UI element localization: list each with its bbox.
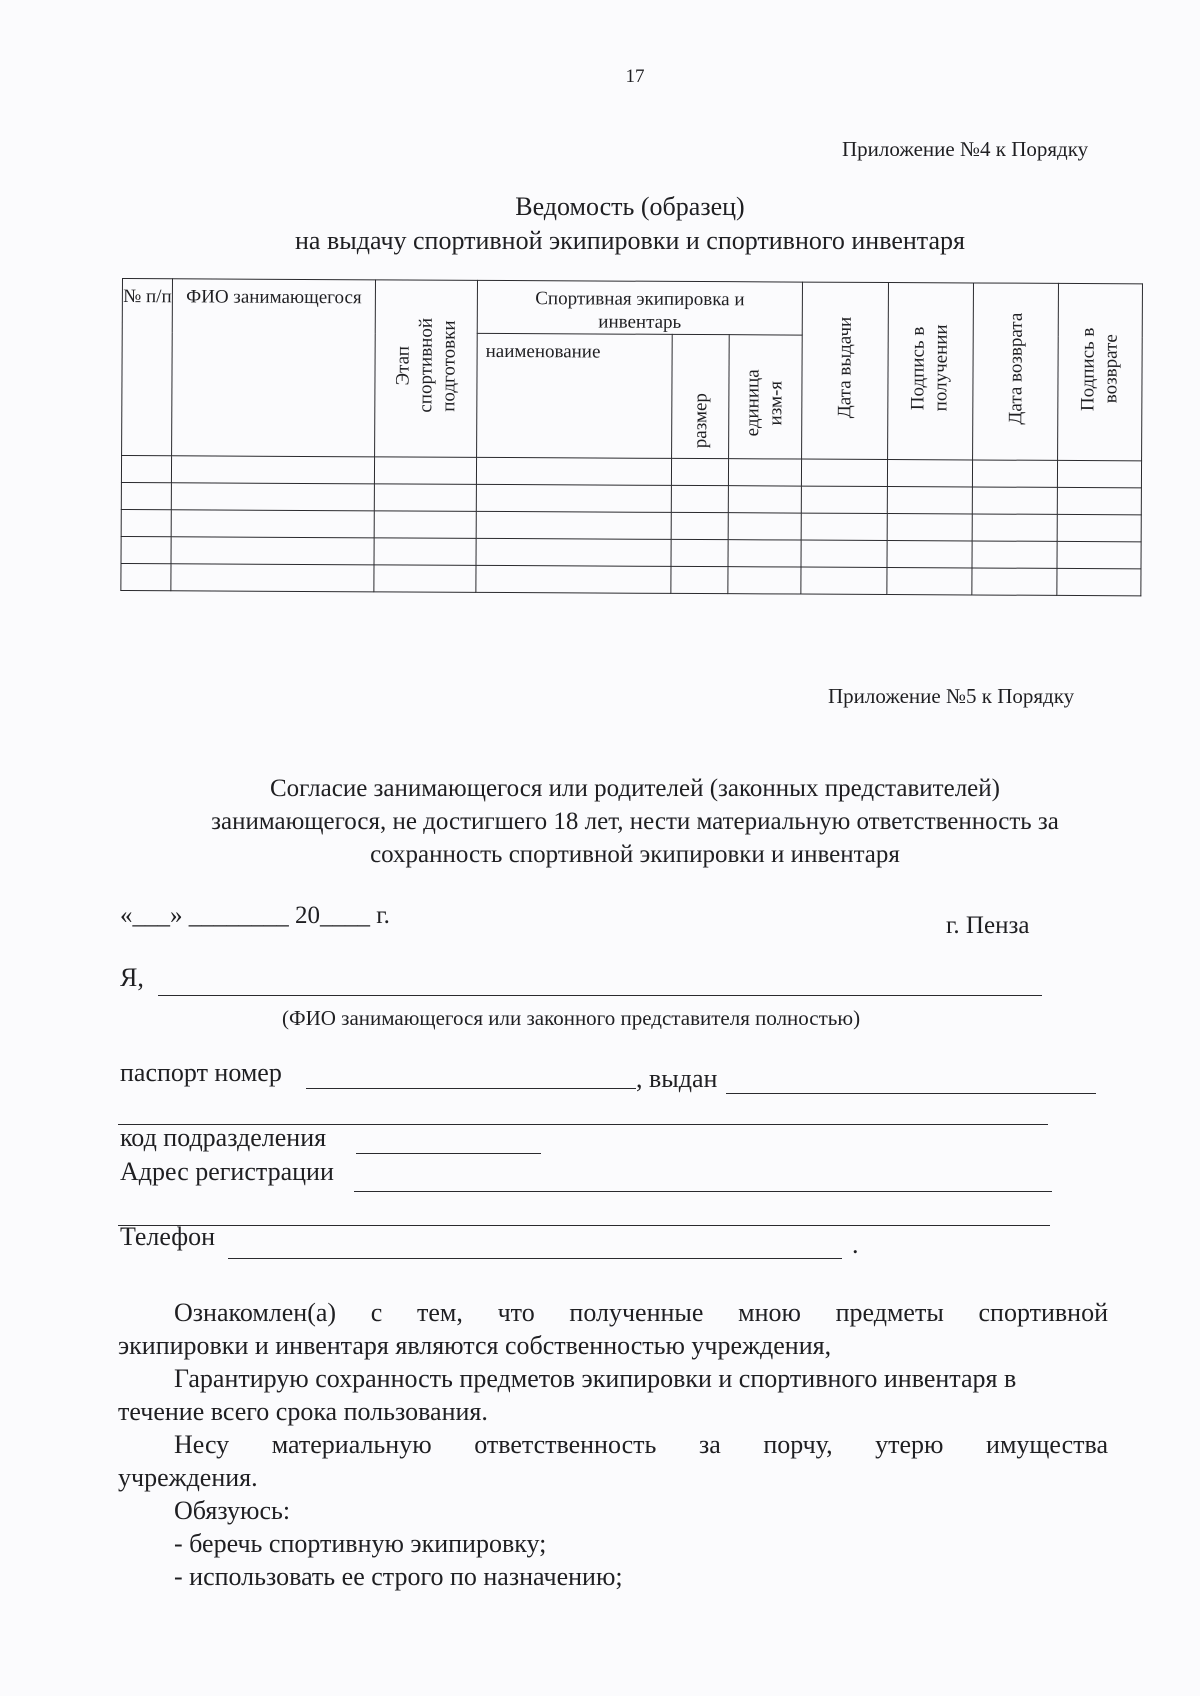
table-cell[interactable] <box>801 513 887 540</box>
paragraph3-line1: Несу материальную ответственность за порчу, утерю имущества <box>174 1430 1108 1459</box>
table-cell[interactable] <box>476 484 671 512</box>
consent-body <box>118 1296 1108 1593</box>
division-code-line[interactable] <box>356 1153 541 1154</box>
header-stage <box>375 280 478 458</box>
header-name: наименование <box>477 333 673 458</box>
paragraph3-line2: учреждения. <box>118 1463 258 1492</box>
table-cell[interactable] <box>121 482 171 509</box>
header-sign-return <box>1058 283 1143 460</box>
table-cell[interactable] <box>121 536 171 563</box>
ya-label: Я, <box>120 963 144 992</box>
fio-line[interactable] <box>158 995 1042 996</box>
header-issue-date-text: Дата выдачи <box>834 317 856 419</box>
table-cell[interactable] <box>801 567 887 594</box>
table-cell[interactable] <box>171 483 374 511</box>
table-cell[interactable] <box>171 564 374 592</box>
passport-number-line[interactable] <box>306 1088 636 1089</box>
header-sign-return-text: Подпись в возврате <box>1076 327 1122 411</box>
table-cell[interactable] <box>1057 460 1141 487</box>
table-cell[interactable] <box>671 539 728 566</box>
table-cell[interactable] <box>1057 514 1141 541</box>
header-return-date <box>973 283 1059 460</box>
header-unit <box>729 335 803 459</box>
table-cell[interactable] <box>1057 541 1141 568</box>
header-return-date-text: Дата возврата <box>1004 312 1027 425</box>
vedomost-title-line1: Ведомость (образец) <box>515 192 745 221</box>
appendix-4-label: Приложение №4 к Порядку <box>842 137 1089 161</box>
table-cell[interactable] <box>374 457 476 485</box>
table-cell[interactable] <box>121 563 171 590</box>
header-size-text: размер <box>689 392 711 449</box>
table-cell[interactable] <box>121 509 171 536</box>
table-cell[interactable] <box>671 566 728 593</box>
phone-label: Телефон <box>120 1222 216 1251</box>
table-cell[interactable] <box>887 568 972 595</box>
table-row <box>121 563 1141 595</box>
table-cell[interactable] <box>972 487 1057 514</box>
table-cell[interactable] <box>801 540 887 567</box>
paragraph2-line1: Гарантирую сохранность предметов экипировки и спортивного инвентаря в <box>174 1364 1017 1393</box>
table-cell[interactable] <box>476 511 671 539</box>
address-continuation-line[interactable] <box>118 1225 1050 1226</box>
table-cell[interactable] <box>671 458 728 485</box>
table-cell[interactable] <box>476 538 671 566</box>
header-sign-receive-text: Подпись в получении <box>907 324 952 412</box>
phone-line[interactable] <box>228 1258 842 1259</box>
table-cell[interactable] <box>801 459 887 486</box>
table-cell[interactable] <box>1057 568 1141 595</box>
address-label: Адрес регистрации <box>120 1157 334 1186</box>
address-line[interactable] <box>354 1191 1052 1192</box>
vedomost-title <box>0 190 1200 258</box>
table-cell[interactable] <box>374 538 476 566</box>
appendix-5-label: Приложение №5 к Порядку <box>828 684 1075 708</box>
obligation-item-2: - использовать ее строго по назначению; <box>174 1562 623 1591</box>
table-cell[interactable] <box>171 537 374 565</box>
paragraph2-line2: течение всего срока пользования. <box>118 1397 488 1426</box>
table-cell[interactable] <box>728 540 801 567</box>
obligation-heading: Обязуюсь: <box>174 1496 291 1525</box>
page-number: 17 <box>625 66 645 87</box>
header-size <box>672 334 730 458</box>
header-unit-text: единица изм-я <box>742 369 787 437</box>
header-fio: ФИО занимающегося <box>172 279 376 457</box>
table-cell[interactable] <box>972 460 1057 487</box>
table-cell[interactable] <box>887 514 972 541</box>
table-cell[interactable] <box>374 511 476 539</box>
table-cell[interactable] <box>728 513 801 540</box>
header-equipment-group: Спортивная экипировка и инвентарь <box>477 280 802 335</box>
table-cell[interactable] <box>1057 487 1141 514</box>
passport-label: паспорт номер <box>120 1058 282 1087</box>
table-cell[interactable] <box>671 512 728 539</box>
fio-caption: (ФИО занимающегося или законного представителя полностью) <box>282 1006 861 1030</box>
table-cell[interactable] <box>972 514 1057 541</box>
table-cell[interactable] <box>671 485 728 512</box>
table-cell[interactable] <box>972 541 1057 568</box>
header-stage-text: Этап спортивной подготовки <box>391 318 460 413</box>
consent-title-line3: сохранность спортивной экипировки и инвентаря <box>370 841 900 868</box>
table-cell[interactable] <box>972 568 1057 595</box>
table-cell[interactable] <box>476 457 671 485</box>
issued-by-line[interactable] <box>726 1093 1096 1094</box>
vedomost-table-body <box>121 456 1142 596</box>
table-cell[interactable] <box>728 486 801 513</box>
table-cell[interactable] <box>374 484 476 512</box>
vedomost-table <box>120 278 1143 596</box>
division-code-label: код подразделения <box>120 1123 327 1152</box>
table-cell[interactable] <box>887 487 972 514</box>
city: г. Пенза <box>946 912 1030 939</box>
phone-end: . <box>852 1230 859 1259</box>
obligation-item-1: - беречь спортивную экипировку; <box>174 1529 547 1558</box>
vedomost-title-line2: на выдачу спортивной экипировки и спортивного инвентаря <box>295 226 965 255</box>
table-cell[interactable] <box>121 456 171 483</box>
table-cell[interactable] <box>728 567 801 594</box>
paragraph1-line2: экипировки и инвентаря являются собственностью учреждения, <box>118 1331 832 1360</box>
table-cell[interactable] <box>171 510 374 538</box>
table-cell[interactable] <box>887 460 972 487</box>
table-cell[interactable] <box>801 486 887 513</box>
table-cell[interactable] <box>887 541 972 568</box>
consent-title <box>0 772 1200 871</box>
table-cell[interactable] <box>374 565 476 593</box>
header-sign-receive <box>888 283 974 460</box>
header-issue-date <box>802 282 889 459</box>
table-cell[interactable] <box>171 456 374 484</box>
consent-title-line2: занимающегося, не достигшего 18 лет, нести материальную ответственность за <box>211 808 1059 835</box>
date-field: «___» ________ 20____ г. <box>120 902 390 929</box>
paragraph1-line1: Ознакомлен(а) с тем, что полученные мною предметы спортивной <box>174 1298 1108 1327</box>
consent-title-line1: Согласие занимающегося или родителей (законных представителей) <box>270 775 1000 802</box>
header-no: № п/п <box>122 279 173 456</box>
issued-label: , выдан <box>636 1064 718 1093</box>
table-cell[interactable] <box>728 459 801 486</box>
table-cell[interactable] <box>476 565 671 593</box>
